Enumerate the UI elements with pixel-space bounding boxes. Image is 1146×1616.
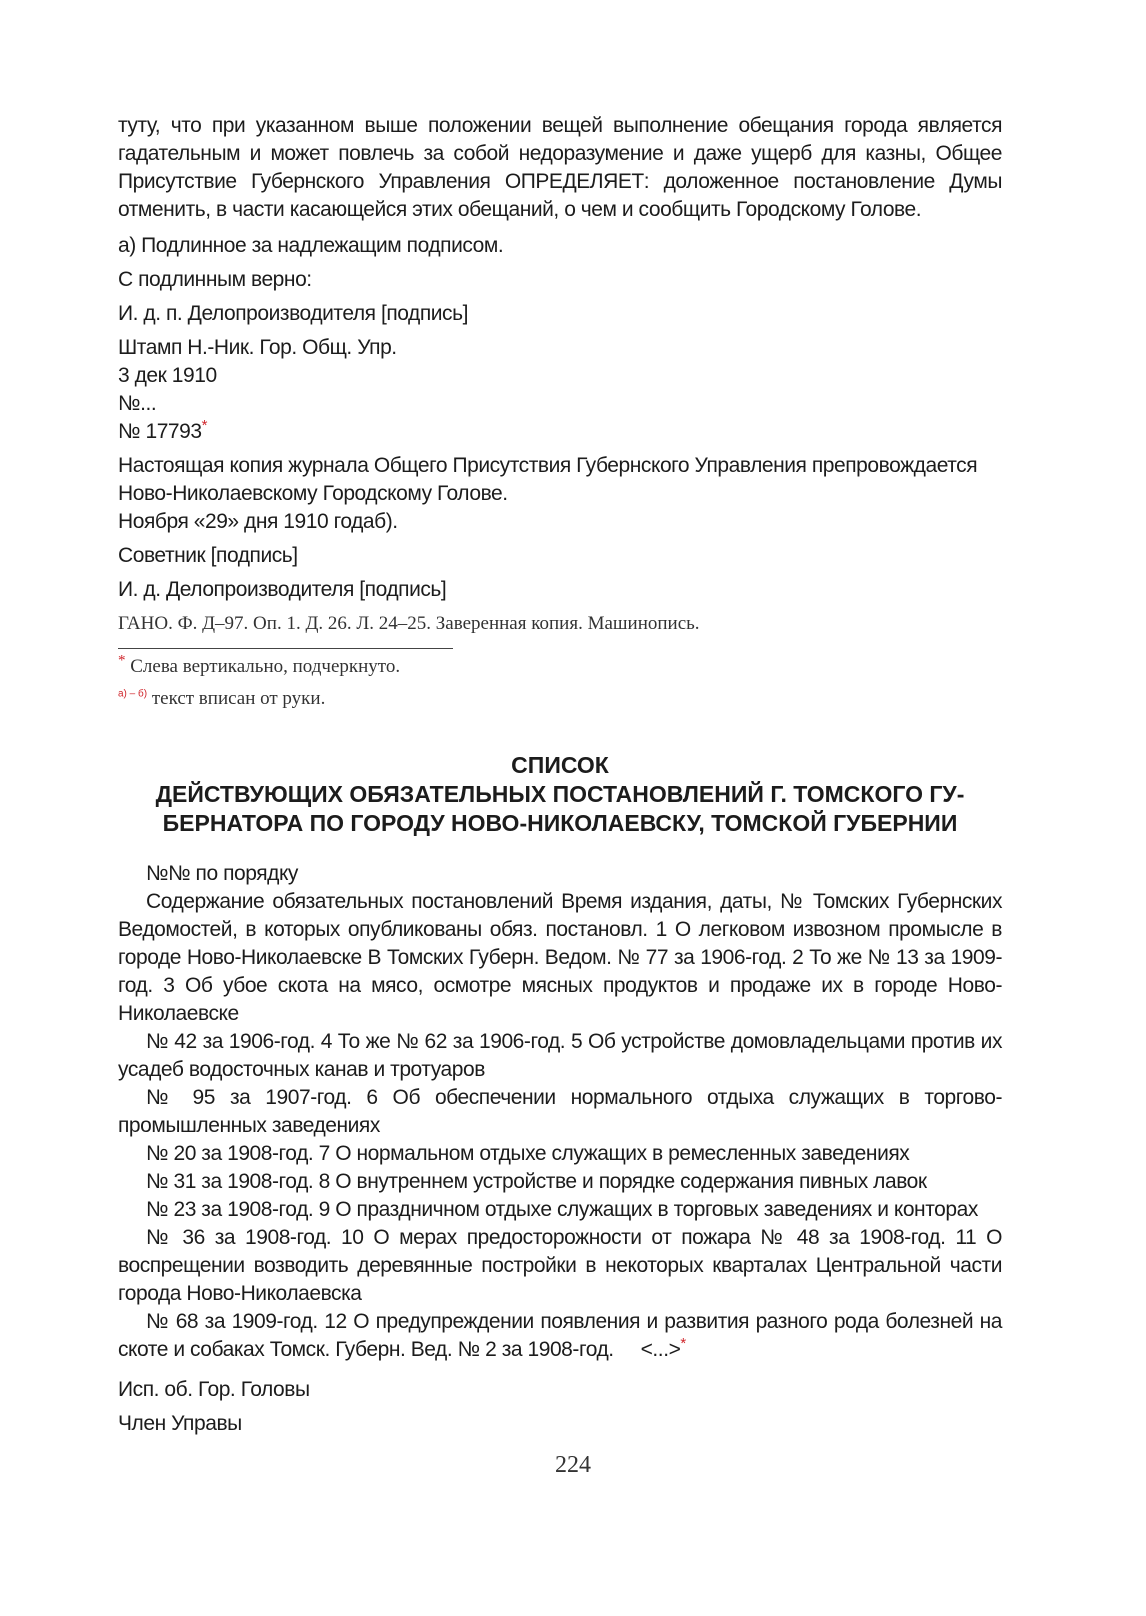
stamp-date: 3 дек 1910: [118, 364, 217, 387]
footnote-star-text: Слева вертикально, подчеркнуто.: [130, 656, 401, 677]
list-paragraph: № 20 за 1908-год. 7 О нормальном отдыхе служащих в ремесленных заведениях: [146, 1142, 910, 1165]
stamp-number: № 17793: [118, 420, 202, 443]
copy-note-line-1: Настоящая копия журнала Общего Присутствия Губернского Управления препровождается: [118, 454, 978, 477]
heading-line-1: СПИСОК: [511, 752, 609, 778]
list-paragraph: №№ по порядку: [146, 862, 298, 885]
footnote-ab-mark: а) – б): [118, 688, 148, 700]
section-heading: [118, 751, 1002, 838]
list-paragraph: Содержание обязательных постановлений Время издания, даты, № Томских Губернских Ведомостей, в которых опубликованы обяз. постановл. 1 О легковом извозном промысле в городе Ново-Николаевске В Томских Губерн. Ведом. № 77 за 1906-год. 2 То же № 13 за 1909-год. 3 Об убое скота на мясо, осмотре мясных продуктов и продаже их в городе Ново-Николаевске: [118, 890, 1002, 1025]
list-paragraph-text: № 68 за 1909-год. 12 О предупреждении появления и развития разного рода болезней на скоте и собаках Томск. Губерн. Вед. № 2 за 1908-год.: [118, 1310, 1002, 1361]
heading-line-3: БЕРНАТОРА ПО ГОРОДУ НОВО-НИКОЛАЕВСКУ, ТОМСКОЙ ГУБЕРНИИ: [162, 810, 958, 836]
list-paragraph: № 31 за 1908-год. 8 О внутреннем устройстве и порядке содержания пивных лавок: [146, 1170, 927, 1193]
page-number: 224: [555, 1452, 591, 1478]
document-page: [118, 112, 1002, 1444]
heading-line-2: ДЕЙСТВУЮЩИХ ОБЯЗАТЕЛЬНЫХ ПОСТАНОВЛЕНИЙ Г. ТОМСКОГО ГУ-: [155, 781, 965, 807]
list-paragraph: № 23 за 1908-год. 9 О праздничном отдыхе служащих в торговых заведениях и конторах: [146, 1198, 978, 1221]
list-paragraph: № 36 за 1908-год. 10 О мерах предосторожности от пожара № 48 за 1908-год. 11 О воспрещении возводить деревянные постройки в некоторых кварталах Центральной части города Ново-Николаевска: [118, 1226, 1002, 1305]
acting-mayor: Исп. об. Гор. Головы: [118, 1378, 310, 1401]
copy-date: Ноября «29» дня 1910 годаб).: [118, 510, 398, 533]
omission-mark: <...>: [640, 1338, 681, 1361]
clerk-signature: И. д. п. Делопроизводителя [подпись]: [118, 302, 468, 325]
intro-paragraph: туту, что при указанном выше положении вещей выполнение обещания города является гадательным и может повлечь за собой недоразумение и даже ущерб для казны, Общее Присутствие Губернского Управления ОПРЕДЕЛЯЕТ: доложенное постановление Думы отменить, в части касающейся этих обещаний, о чем и сообщить Городскому Голове.: [118, 114, 1002, 221]
archive-source: ГАНО. Ф. Д–97. Оп. 1. Д. 26. Л. 24–25. Заверенная копия. Машинопись.: [118, 613, 700, 634]
footnote-marker: *: [201, 417, 207, 434]
list-paragraph-last: [118, 1308, 1002, 1364]
stamp-number-line: [118, 418, 1002, 446]
original-note: а) Подлинное за надлежащим подписом.: [118, 234, 504, 257]
footnote-divider: [118, 648, 453, 649]
footnote-ab-text: текст вписан от руки.: [151, 688, 326, 709]
list-paragraph: № 95 за 1907-год. 6 Об обеспечении нормального отдыха служащих в торгово-промышленных заведениях: [118, 1086, 1002, 1137]
board-member: Член Управы: [118, 1412, 242, 1435]
advisor-signature: Советник [подпись]: [118, 544, 298, 567]
footnote-marker: *: [680, 1335, 686, 1352]
footnote-star-mark: *: [118, 652, 126, 669]
stamp-number-blank: №...: [118, 392, 157, 415]
clerk-signature-2: И. д. Делопроизводителя [подпись]: [118, 578, 447, 601]
stamp-line: Штамп Н.-Ник. Гор. Общ. Упр.: [118, 336, 397, 359]
footnote-star: [118, 653, 1002, 681]
footnote-ab: [118, 685, 1002, 713]
list-paragraph: № 42 за 1906-год. 4 То же № 62 за 1906-год. 5 Об устройстве домовладельцами против их усадеб водосточных канав и тротуаров: [118, 1030, 1002, 1081]
copy-note-line-2: Ново-Николаевскому Городскому Голове.: [118, 482, 508, 505]
certified-line: С подлинным верно:: [118, 268, 312, 291]
